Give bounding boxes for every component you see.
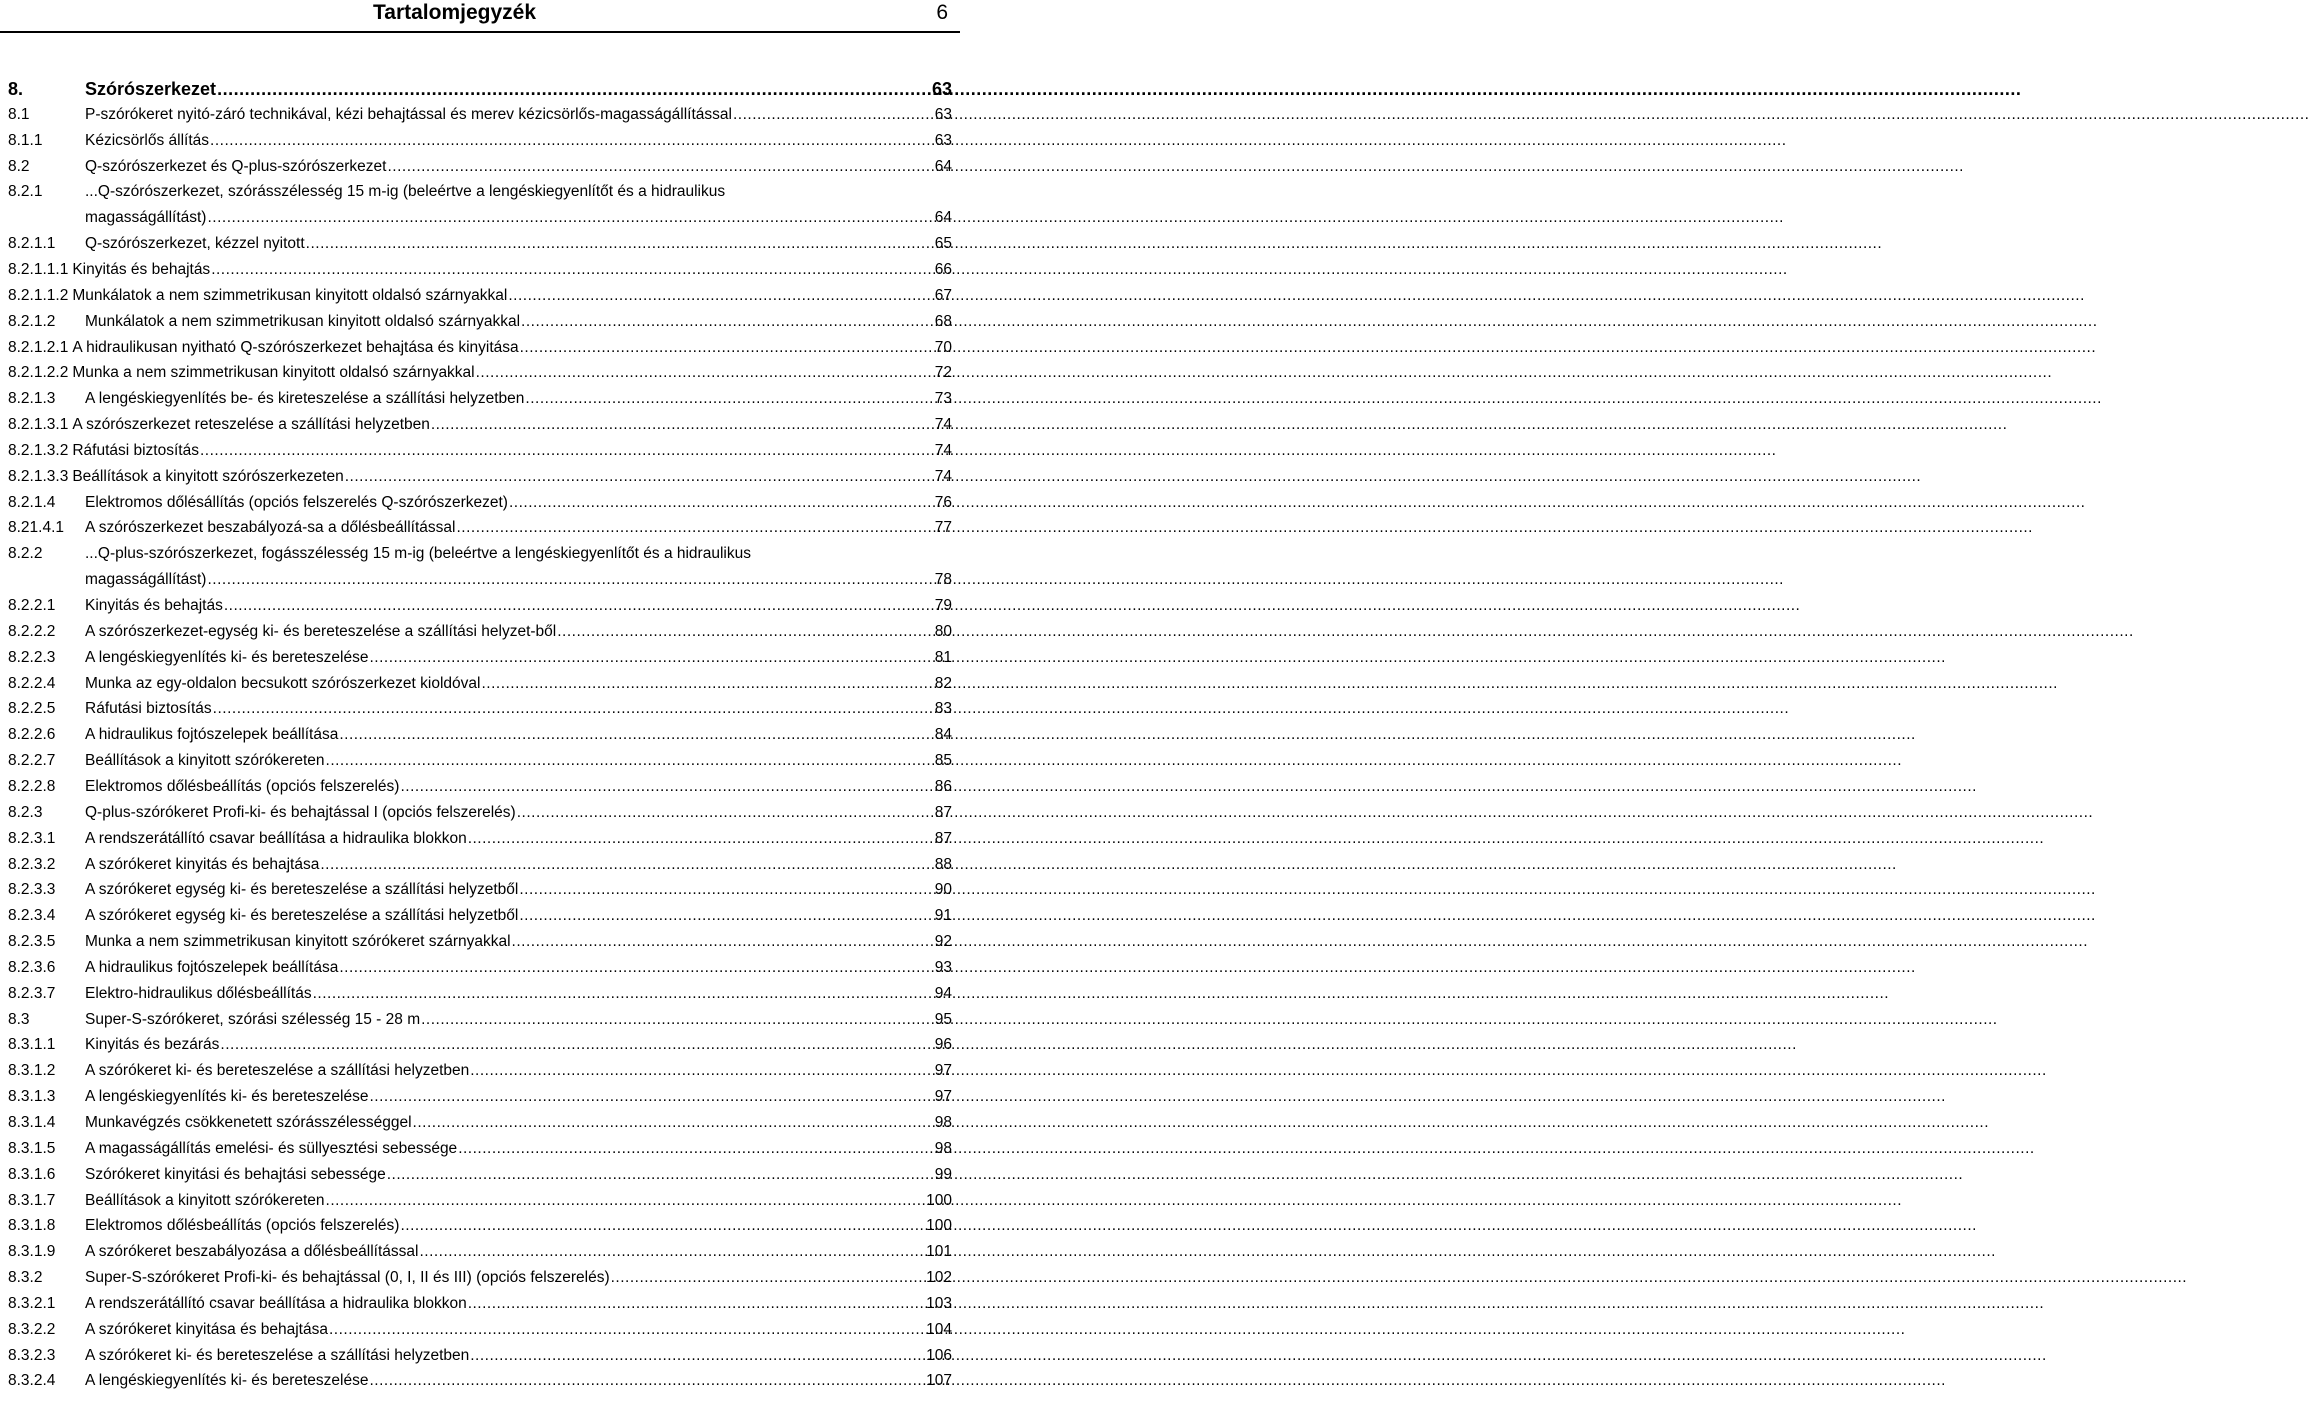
toc-entry-page: 103 — [926, 1295, 952, 1312]
toc-leader-dots — [369, 1085, 933, 1109]
toc-entry[interactable] — [8, 723, 952, 747]
toc-entry[interactable] — [8, 1292, 952, 1316]
toc-leader-dots — [369, 1369, 925, 1393]
toc-entry[interactable] — [8, 336, 952, 360]
toc-entry[interactable] — [8, 672, 952, 696]
toc-entry-page: 63 — [931, 79, 952, 99]
toc-entry-page: 80 — [934, 623, 952, 640]
toc-entry-title: Elektromos dőlésbeállítás (opciós felszerelés) — [85, 778, 400, 795]
toc-entry-page: 82 — [934, 675, 952, 692]
toc-leader-dots — [313, 982, 934, 1006]
toc-leader-dots — [519, 904, 933, 928]
toc-entry[interactable] — [8, 439, 952, 463]
toc-entry-number: 8.2.2.4 — [8, 675, 56, 692]
toc-leader-dots — [207, 568, 933, 592]
toc-leader-dots — [400, 775, 933, 799]
toc-entry-page: 106 — [926, 1347, 952, 1364]
toc-entry[interactable] — [8, 1163, 952, 1187]
toc-entry-page: 74 — [934, 468, 952, 485]
toc-entry-number: 8.3.1.1 — [8, 1036, 56, 1053]
toc-entry-number: 8.1.1 — [8, 132, 43, 149]
toc-entry-title: Ráfutási biztosítás — [72, 442, 199, 459]
toc-entry-page: 88 — [934, 856, 952, 873]
toc-entry-title: A szórószerkezet-egység ki- és bereteszelése a szállítási helyzet-ből — [85, 623, 557, 640]
toc-leader-dots — [345, 465, 934, 489]
toc-entry[interactable] — [8, 801, 952, 825]
toc-entry-number: 8.2 — [8, 158, 30, 175]
toc-entry[interactable] — [8, 930, 952, 954]
toc-entry-page: 78 — [934, 571, 952, 588]
toc-entry-number: 8.3.1.6 — [8, 1166, 56, 1183]
toc-leader-dots — [387, 1163, 934, 1187]
toc-entry-number: 8.3.1.7 — [8, 1192, 56, 1209]
toc-entry-page: 91 — [934, 907, 952, 924]
toc-entry[interactable] — [8, 775, 952, 799]
toc-entry-number: 8.3.2.2 — [8, 1321, 56, 1338]
toc-entry[interactable] — [8, 232, 952, 256]
toc-entry-line[interactable] — [8, 180, 952, 204]
toc-entry-title: A rendszerátállító csavar beállítása a hidraulika blokkon — [85, 1295, 467, 1312]
toc-entry-title: Beállítások a kinyitott szórószerkezeten — [72, 468, 344, 485]
toc-leader-dots — [456, 516, 933, 540]
toc-entry[interactable] — [8, 516, 952, 540]
toc-entry-number: 8.2.3.4 — [8, 907, 56, 924]
toc-leader-dots — [421, 1008, 934, 1032]
toc-entry[interactable] — [8, 982, 952, 1006]
toc-entry-page: 77 — [934, 519, 952, 536]
toc-entry-title: Elektro-hidraulikus dőlésbeállítás — [85, 985, 312, 1002]
toc-entry-page: 85 — [934, 752, 952, 769]
toc-entry-title: A hidraulikusan nyitható Q-szórószerkezet behajtása és kinyitása — [72, 339, 519, 356]
toc-entry-number: 8.2.3.6 — [8, 959, 56, 976]
toc-entry-number: 8.2.1 — [8, 183, 43, 200]
toc-entry-page: 84 — [934, 726, 952, 743]
toc-chapter-entry[interactable] — [8, 77, 952, 101]
toc-leader-dots — [217, 77, 931, 101]
toc-entry-number: 8.3.1.9 — [8, 1243, 56, 1260]
toc-entry-number: 8.1 — [8, 106, 30, 123]
toc-entry-title: Szórószerkezet — [85, 79, 217, 99]
toc-entry-prefix: ... — [85, 545, 98, 562]
toc-entry-title: Kinyitás és bezárás — [85, 1036, 220, 1053]
toc-leader-dots — [339, 956, 933, 980]
toc-entry-number: 8.2.1.2 — [8, 313, 56, 330]
toc-entry[interactable] — [8, 1111, 952, 1135]
toc-entry-title: A szórószerkezet beszabályozá-sa a dőlésbeállítással — [85, 519, 456, 536]
toc-leader-dots — [520, 336, 934, 360]
toc-entry[interactable] — [8, 1369, 952, 1393]
toc-entry-number: 8.3.2.3 — [8, 1347, 56, 1364]
toc-entry[interactable] — [8, 1344, 952, 1368]
toc-entry-page: 63 — [934, 132, 952, 149]
toc-entry[interactable] — [8, 1085, 952, 1109]
toc-entry-page: 81 — [934, 649, 952, 666]
toc-entry-line[interactable] — [8, 542, 952, 566]
toc-entry-page: 99 — [934, 1166, 952, 1183]
toc-leader-dots — [387, 155, 933, 179]
toc-entry-title: A lengéskiegyenlítés ki- és bereteszelése — [85, 649, 369, 666]
header-title: Tartalomjegyzék — [373, 1, 537, 24]
toc-entry-number: 8.3 — [8, 1011, 30, 1028]
toc-entry[interactable] — [8, 284, 952, 308]
toc-entry-page: 66 — [934, 261, 952, 278]
toc-leader-dots — [521, 310, 934, 334]
toc-entry-title: A szórókeret ki- és bereteszelése a szállítási helyzetben — [85, 1347, 470, 1364]
toc-entry-number: 8.2.1.3.1 — [8, 416, 69, 433]
toc-leader-dots — [211, 258, 934, 282]
toc-entry-number: 8.2.1.1 — [8, 235, 56, 252]
toc-entry-page: 68 — [934, 313, 952, 330]
toc-entry-page: 74 — [934, 416, 952, 433]
toc-entry-page: 76 — [934, 494, 952, 511]
toc-entry-title: Elektromos dőlésbeállítás (opciós felszerelés) — [85, 1217, 400, 1234]
toc-entry-title: A szórókeret egység ki- és bereteszelése a szállítási helyzetből — [85, 881, 519, 898]
toc-entry-page: 90 — [934, 881, 952, 898]
toc-leader-dots — [468, 1292, 925, 1316]
toc-entry[interactable] — [8, 1189, 952, 1213]
toc-entry[interactable] — [8, 413, 952, 437]
toc-entry[interactable] — [8, 206, 952, 230]
toc-entry-number: 8.2.3.5 — [8, 933, 56, 950]
toc-entry-title: A lengéskiegyenlítés ki- és bereteszelése — [85, 1088, 369, 1105]
toc-leader-dots — [470, 1344, 925, 1368]
toc-entry-title: A hidraulikus fojtószelepek beállítása — [85, 726, 339, 743]
toc-entry[interactable] — [8, 1240, 952, 1264]
toc-entry-page: 95 — [934, 1011, 952, 1028]
toc-entry-page: 73 — [934, 390, 952, 407]
toc-leader-dots — [210, 129, 934, 153]
toc-entry-title: Munka a nem szimmetrikusan kinyitott szórókeret szárnyakkal — [85, 933, 511, 950]
toc-entry[interactable] — [8, 129, 952, 153]
toc-entry-number: 8.3.2.1 — [8, 1295, 56, 1312]
toc-entry[interactable] — [8, 878, 952, 902]
toc-entry-page: 98 — [934, 1140, 952, 1157]
toc-entry[interactable] — [8, 697, 952, 721]
toc-entry[interactable] — [8, 594, 952, 618]
toc-entry-title: A szórókeret beszabályozása a dőlésbeállítással — [85, 1243, 419, 1260]
toc-leader-dots — [557, 620, 934, 644]
toc-leader-dots — [508, 284, 933, 308]
toc-entry-title: Q-plus-szórószerkezet, fogásszélesség 15 m-ig (beleértve a lengéskiegyenlítőt és a hidraulikus — [97, 545, 751, 562]
toc-entry-number: 8.2.2.8 — [8, 778, 56, 795]
toc-entry-title: magasságállítást) — [85, 209, 207, 226]
toc-entry-title: Kinyitás és behajtás — [72, 261, 211, 278]
toc-entry-number: 8.2.2.7 — [8, 752, 56, 769]
toc-entry-page: 107 — [926, 1372, 952, 1389]
toc-leader-dots — [470, 1059, 934, 1083]
toc-entry-title: A szórókeret egység ki- és bereteszelése a szállítási helyzetből — [85, 907, 519, 924]
toc-entry-number: 8.2.2.3 — [8, 649, 56, 666]
toc-entry-title: Munkavégzés csökkenetett szórásszélességgel — [85, 1114, 412, 1131]
toc-leader-dots — [431, 413, 934, 437]
toc-entry[interactable] — [8, 155, 952, 179]
toc-entry-title: P-szórókeret nyitó-záró technikával, kézi behajtással és merev kézicsörlős-magasságállítással — [85, 106, 732, 123]
toc-entry-title: A szórókeret ki- és bereteszelése a szállítási helyzetben — [85, 1062, 470, 1079]
toc-leader-dots — [517, 801, 934, 825]
toc-entry[interactable] — [8, 310, 952, 334]
toc-entry-number: 8.2.1.3.3 — [8, 468, 69, 485]
toc-entry-page: 101 — [926, 1243, 952, 1260]
toc-entry[interactable] — [8, 1008, 952, 1032]
toc-entry-page: 64 — [934, 158, 952, 175]
toc-entry-page: 74 — [934, 442, 952, 459]
toc-entry-title: Munkálatok a nem szimmetrikusan kinyitott oldalsó szárnyakkal — [72, 287, 508, 304]
toc-entry-number: 8.3.2 — [8, 1269, 43, 1286]
toc-leader-dots — [400, 1214, 925, 1238]
toc-entry-page: 87 — [934, 830, 952, 847]
toc-leader-dots — [339, 723, 933, 747]
toc-entry-title: A szórókeret kinyitása és behajtása — [85, 1321, 328, 1338]
toc-entry[interactable] — [8, 620, 952, 644]
toc-entry-title: Q-szórószerkezet és Q-plus-szórószerkezet — [85, 158, 387, 175]
toc-entry[interactable] — [8, 258, 952, 282]
toc-leader-dots — [224, 594, 934, 618]
toc-entry-number: 8.2.1.1.2 — [8, 287, 69, 304]
toc-leader-dots — [213, 697, 934, 721]
toc-entry-number: 8.3.1.5 — [8, 1140, 56, 1157]
toc-entry-title: A hidraulikus fojtószelepek beállítása — [85, 959, 339, 976]
toc-entry-title: Super-S-szórókeret Profi-ki- és behajtással (0, I, II és III) (opciós felszerelés) — [85, 1269, 610, 1286]
toc-entry-number: 8.2.2.6 — [8, 726, 56, 743]
toc-leader-dots — [306, 232, 934, 256]
toc-entry-page: 63 — [934, 106, 952, 123]
toc-entry[interactable] — [8, 387, 952, 411]
toc-entry-number: 8.2.2.1 — [8, 597, 56, 614]
toc-entry-title: A lengéskiegyenlítés ki- és bereteszelése — [85, 1372, 369, 1389]
toc-entry-number: 8.2.2.2 — [8, 623, 56, 640]
toc-entry-number: 8. — [8, 79, 24, 99]
toc-entry[interactable] — [8, 749, 952, 773]
toc-entry-number: 8.2.3.1 — [8, 830, 56, 847]
toc-entry-number: 8.2.1.3.2 — [8, 442, 69, 459]
toc-leader-dots — [200, 439, 934, 463]
toc-entry-title: A magasságállítás emelési- és süllyesztési sebessége — [85, 1140, 458, 1157]
toc-entry-title: Ráfutási biztosítás — [85, 700, 212, 717]
toc-leader-dots — [329, 1318, 925, 1342]
toc-entry-title: Kinyitás és behajtás — [85, 597, 223, 614]
toc-entry[interactable] — [8, 1266, 952, 1290]
toc-entry[interactable] — [8, 1059, 952, 1083]
header-page-number: 6 — [936, 1, 948, 24]
toc-leader-dots — [458, 1137, 934, 1161]
toc-leader-dots — [481, 672, 933, 696]
toc-entry-page: 100 — [926, 1217, 952, 1234]
toc-leader-dots — [476, 361, 934, 385]
toc-entry-number: 8.3.1.3 — [8, 1088, 56, 1105]
toc-entry[interactable] — [8, 361, 952, 385]
toc-entry-number: 8.2.3.2 — [8, 856, 56, 873]
toc-entry-number: 8.3.1.8 — [8, 1217, 56, 1234]
toc-entry-page: 98 — [934, 1114, 952, 1131]
toc-entry-page: 72 — [934, 364, 952, 381]
toc-entry-title: Kézicsörlős állítás — [85, 132, 210, 149]
toc-entry-title: Munka az egy-oldalon becsukott szórószerkezet kioldóval — [85, 675, 481, 692]
toc-entry-page: 83 — [934, 700, 952, 717]
toc-entry-number: 8.2.3.3 — [8, 881, 56, 898]
toc-entry-page: 70 — [934, 339, 952, 356]
toc-entry[interactable] — [8, 904, 952, 928]
toc-entry[interactable] — [8, 491, 952, 515]
toc-entry-number: 8.2.3 — [8, 804, 43, 821]
toc-entry-page: 100 — [926, 1192, 952, 1209]
toc-entry-title: Szórókeret kinyitási és behajtási sebessége — [85, 1166, 386, 1183]
toc-entry[interactable] — [8, 568, 952, 592]
toc-leader-dots — [512, 930, 934, 954]
toc-leader-dots — [611, 1266, 926, 1290]
toc-leader-dots — [326, 749, 934, 773]
toc-entry-page: 86 — [934, 778, 952, 795]
toc-entry-title: A lengéskiegyenlítés be- és kireteszelése a szállítási helyzetben — [85, 390, 525, 407]
toc-entry-page: 67 — [934, 287, 952, 304]
toc-entry-title: Beállítások a kinyitott szórókereten — [85, 1192, 325, 1209]
toc-entry[interactable] — [8, 1137, 952, 1161]
toc-entry-title: Beállítások a kinyitott szórókereten — [85, 752, 325, 769]
toc-leader-dots — [468, 827, 934, 851]
toc-entry-number: 8.2.3.7 — [8, 985, 56, 1002]
toc-leader-dots — [220, 1033, 933, 1057]
toc-entry-title: Munkálatok a nem szimmetrikusan kinyitott oldalsó szárnyakkal — [85, 313, 521, 330]
toc-entry-page: 92 — [934, 933, 952, 950]
toc-leader-dots — [413, 1111, 934, 1135]
table-of-contents — [8, 0, 952, 1416]
toc-entry-title: Q-szórószerkezet, szórásszélesség 15 m-ig (beleértve a lengéskiegyenlítőt és a hidraulikus — [97, 183, 726, 200]
toc-entry-title: A rendszerátállító csavar beállítása a hidraulika blokkon — [85, 830, 467, 847]
toc-entry-page: 96 — [934, 1036, 952, 1053]
toc-entry-page: 79 — [934, 597, 952, 614]
toc-leader-dots — [509, 491, 934, 515]
toc-leader-dots — [525, 387, 933, 411]
toc-entry-number: 8.2.1.1.1 — [8, 261, 69, 278]
toc-entry[interactable] — [8, 103, 952, 127]
toc-entry[interactable] — [8, 956, 952, 980]
toc-entry-prefix: ... — [85, 183, 98, 200]
toc-entry[interactable] — [8, 646, 952, 670]
toc-entry-number: 8.2.1.4 — [8, 494, 56, 511]
toc-entry-number: 8.21.4.1 — [8, 519, 65, 536]
toc-entry-page: 97 — [934, 1062, 952, 1079]
toc-entry-page: 87 — [934, 804, 952, 821]
toc-entry-number: 8.2.1.2.2 — [8, 364, 69, 381]
toc-entry-number: 8.2.1.3 — [8, 390, 56, 407]
toc-entry-number: 8.2.1.2.1 — [8, 339, 69, 356]
toc-entry-title: A szórószerkezet reteszelése a szállítási helyzetben — [72, 416, 430, 433]
toc-entry[interactable] — [8, 465, 952, 489]
toc-leader-dots — [369, 646, 933, 670]
toc-leader-dots — [519, 878, 933, 902]
toc-entry-number: 8.2.2.5 — [8, 700, 56, 717]
toc-entry-page: 97 — [934, 1088, 952, 1105]
toc-entry-title: Q-plus-szórókeret Profi-ki- és behajtással I (opciós felszerelés) — [85, 804, 516, 821]
toc-entry-page: 94 — [934, 985, 952, 1002]
toc-entry-number: 8.3.2.4 — [8, 1372, 56, 1389]
toc-entry-title: Munka a nem szimmetrikusan kinyitott oldalsó szárnyakkal — [72, 364, 475, 381]
toc-entry-title: magasságállítást) — [85, 571, 207, 588]
toc-leader-dots — [733, 103, 934, 127]
toc-entry-page: 93 — [934, 959, 952, 976]
toc-entry[interactable] — [8, 853, 952, 877]
toc-leader-dots — [207, 206, 933, 230]
toc-entry-number: 8.3.1.4 — [8, 1114, 56, 1131]
toc-entry-page: 102 — [926, 1269, 952, 1286]
toc-entry[interactable] — [8, 1318, 952, 1342]
toc-entry-page: 104 — [926, 1321, 952, 1338]
toc-entry-number: 8.2.2 — [8, 545, 43, 562]
toc-entry-page: 65 — [934, 235, 952, 252]
toc-entry-number: 8.3.1.2 — [8, 1062, 56, 1079]
toc-entry[interactable] — [8, 1214, 952, 1238]
toc-entry[interactable] — [8, 1033, 952, 1057]
toc-entry-title: Elektromos dőlésállítás (opciós felszerelés Q-szórószerkezet) — [85, 494, 508, 511]
toc-entry-title: A szórókeret kinyitás és behajtása — [85, 856, 320, 873]
toc-leader-dots — [326, 1189, 926, 1213]
toc-entry-title: Super-S-szórókeret, szórási szélesség 15 - 28 m — [85, 1011, 421, 1028]
toc-entry[interactable] — [8, 827, 952, 851]
toc-leader-dots — [419, 1240, 925, 1264]
toc-entry-page: 64 — [934, 209, 952, 226]
toc-entry-title: Q-szórószerkezet, kézzel nyitott — [85, 235, 305, 252]
toc-leader-dots — [320, 853, 933, 877]
